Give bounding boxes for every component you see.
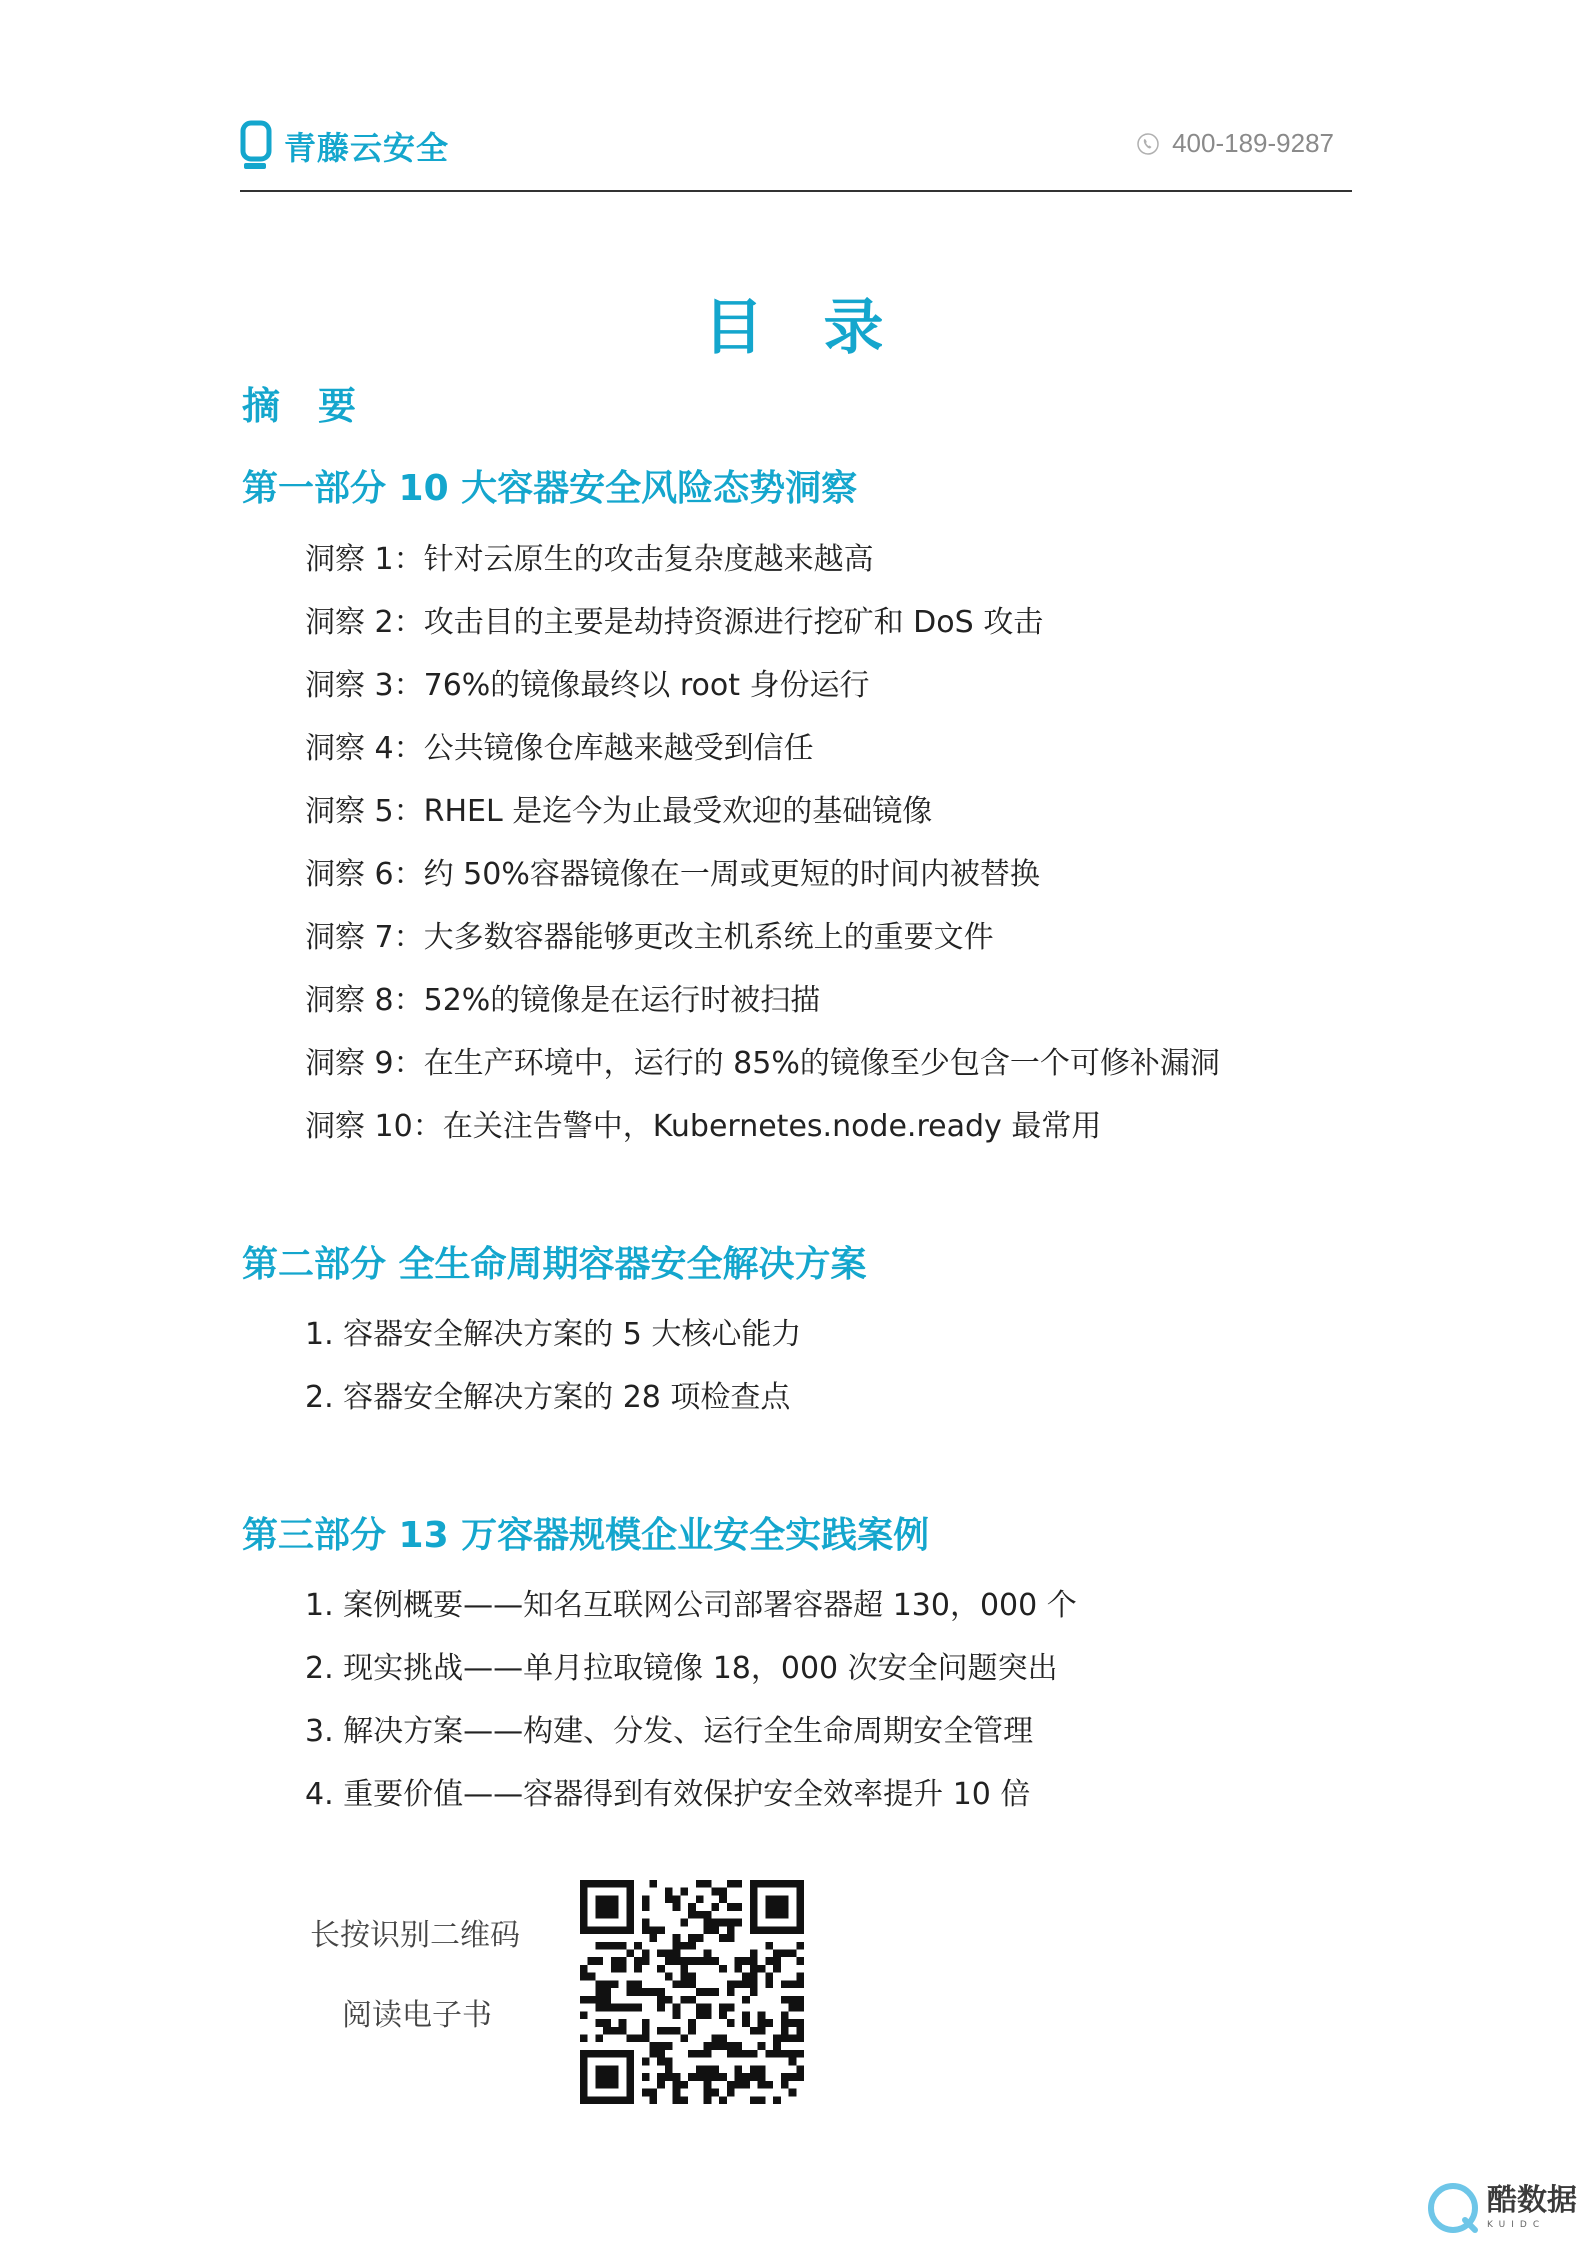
toc-item: 洞察 8：52%的镜像是在运行时被扫描 (305, 983, 821, 1018)
toc-item: 4. 重要价值——容器得到有效保护安全效率提升 10 倍 (305, 1777, 1031, 1812)
abstract-heading: 摘要 (242, 384, 395, 428)
toc-item: 1. 容器安全解决方案的 5 大核心能力 (305, 1317, 802, 1352)
toc-item: 洞察 1：针对云原生的攻击复杂度越来越高 (305, 542, 874, 577)
phone-contact (1136, 128, 1334, 159)
qr-caption-line1: 长按识别二维码 (310, 1918, 520, 1953)
watermark-icon (1425, 2180, 1481, 2236)
watermark-text: 酷数据 (1487, 2183, 1577, 2218)
toc-item: 洞察 6：约 50%容器镜像在一周或更短的时间内被替换 (305, 857, 1040, 892)
part2-heading: 第二部分 全生命周期容器安全解决方案 (242, 1244, 867, 1285)
toc-item: 洞察 10：在关注告警中，Kubernetes.node.ready 最常用 (305, 1109, 1102, 1144)
watermark-logo (1425, 2180, 1577, 2236)
phone-icon (1136, 132, 1160, 156)
watermark-subtext: KUIDC (1487, 2220, 1546, 2230)
toc-item: 2. 容器安全解决方案的 28 项检查点 (305, 1380, 791, 1415)
brand-name: 青藤云安全 (284, 129, 450, 167)
toc-item: 2. 现实挑战——单月拉取镜像 18，000 次安全问题突出 (305, 1651, 1058, 1686)
qr-code-image[interactable] (580, 1880, 804, 2104)
qr-caption-line2: 阅读电子书 (342, 1998, 492, 2033)
part1-heading: 第一部分 10 大容器安全风险态势洞察 (242, 468, 858, 509)
part2-list (305, 1303, 801, 1429)
brand-logo (240, 118, 449, 174)
toc-item: 1. 案例概要——知名互联网公司部署容器超 130，000 个 (305, 1588, 1077, 1623)
part3-list (305, 1574, 1077, 1826)
toc-item: 洞察 7：大多数容器能够更改主机系统上的重要文件 (305, 920, 994, 955)
toc-item: 洞察 2：攻击目的主要是劫持资源进行挖矿和 DoS 攻击 (305, 605, 1044, 640)
toc-item: 洞察 3：76%的镜像最终以 root 身份运行 (305, 668, 870, 703)
toc-item: 洞察 5：RHEL 是迄今为止最受欢迎的基础镜像 (305, 794, 933, 829)
toc-title: 目录 (703, 293, 944, 363)
phone-number: 400-189-9287 (1172, 128, 1334, 158)
toc-item: 洞察 9：在生产环境中，运行的 85%的镜像至少包含一个可修补漏洞 (305, 1046, 1220, 1081)
brand-logo-icon (240, 120, 272, 172)
part3-heading: 第三部分 13 万容器规模企业安全实践案例 (242, 1515, 930, 1556)
page-header (240, 118, 1352, 192)
toc-item: 3. 解决方案——构建、分发、运行全生命周期安全管理 (305, 1714, 1034, 1749)
toc-item: 洞察 4：公共镜像仓库越来越受到信任 (305, 731, 814, 766)
part1-list (305, 528, 1220, 1158)
